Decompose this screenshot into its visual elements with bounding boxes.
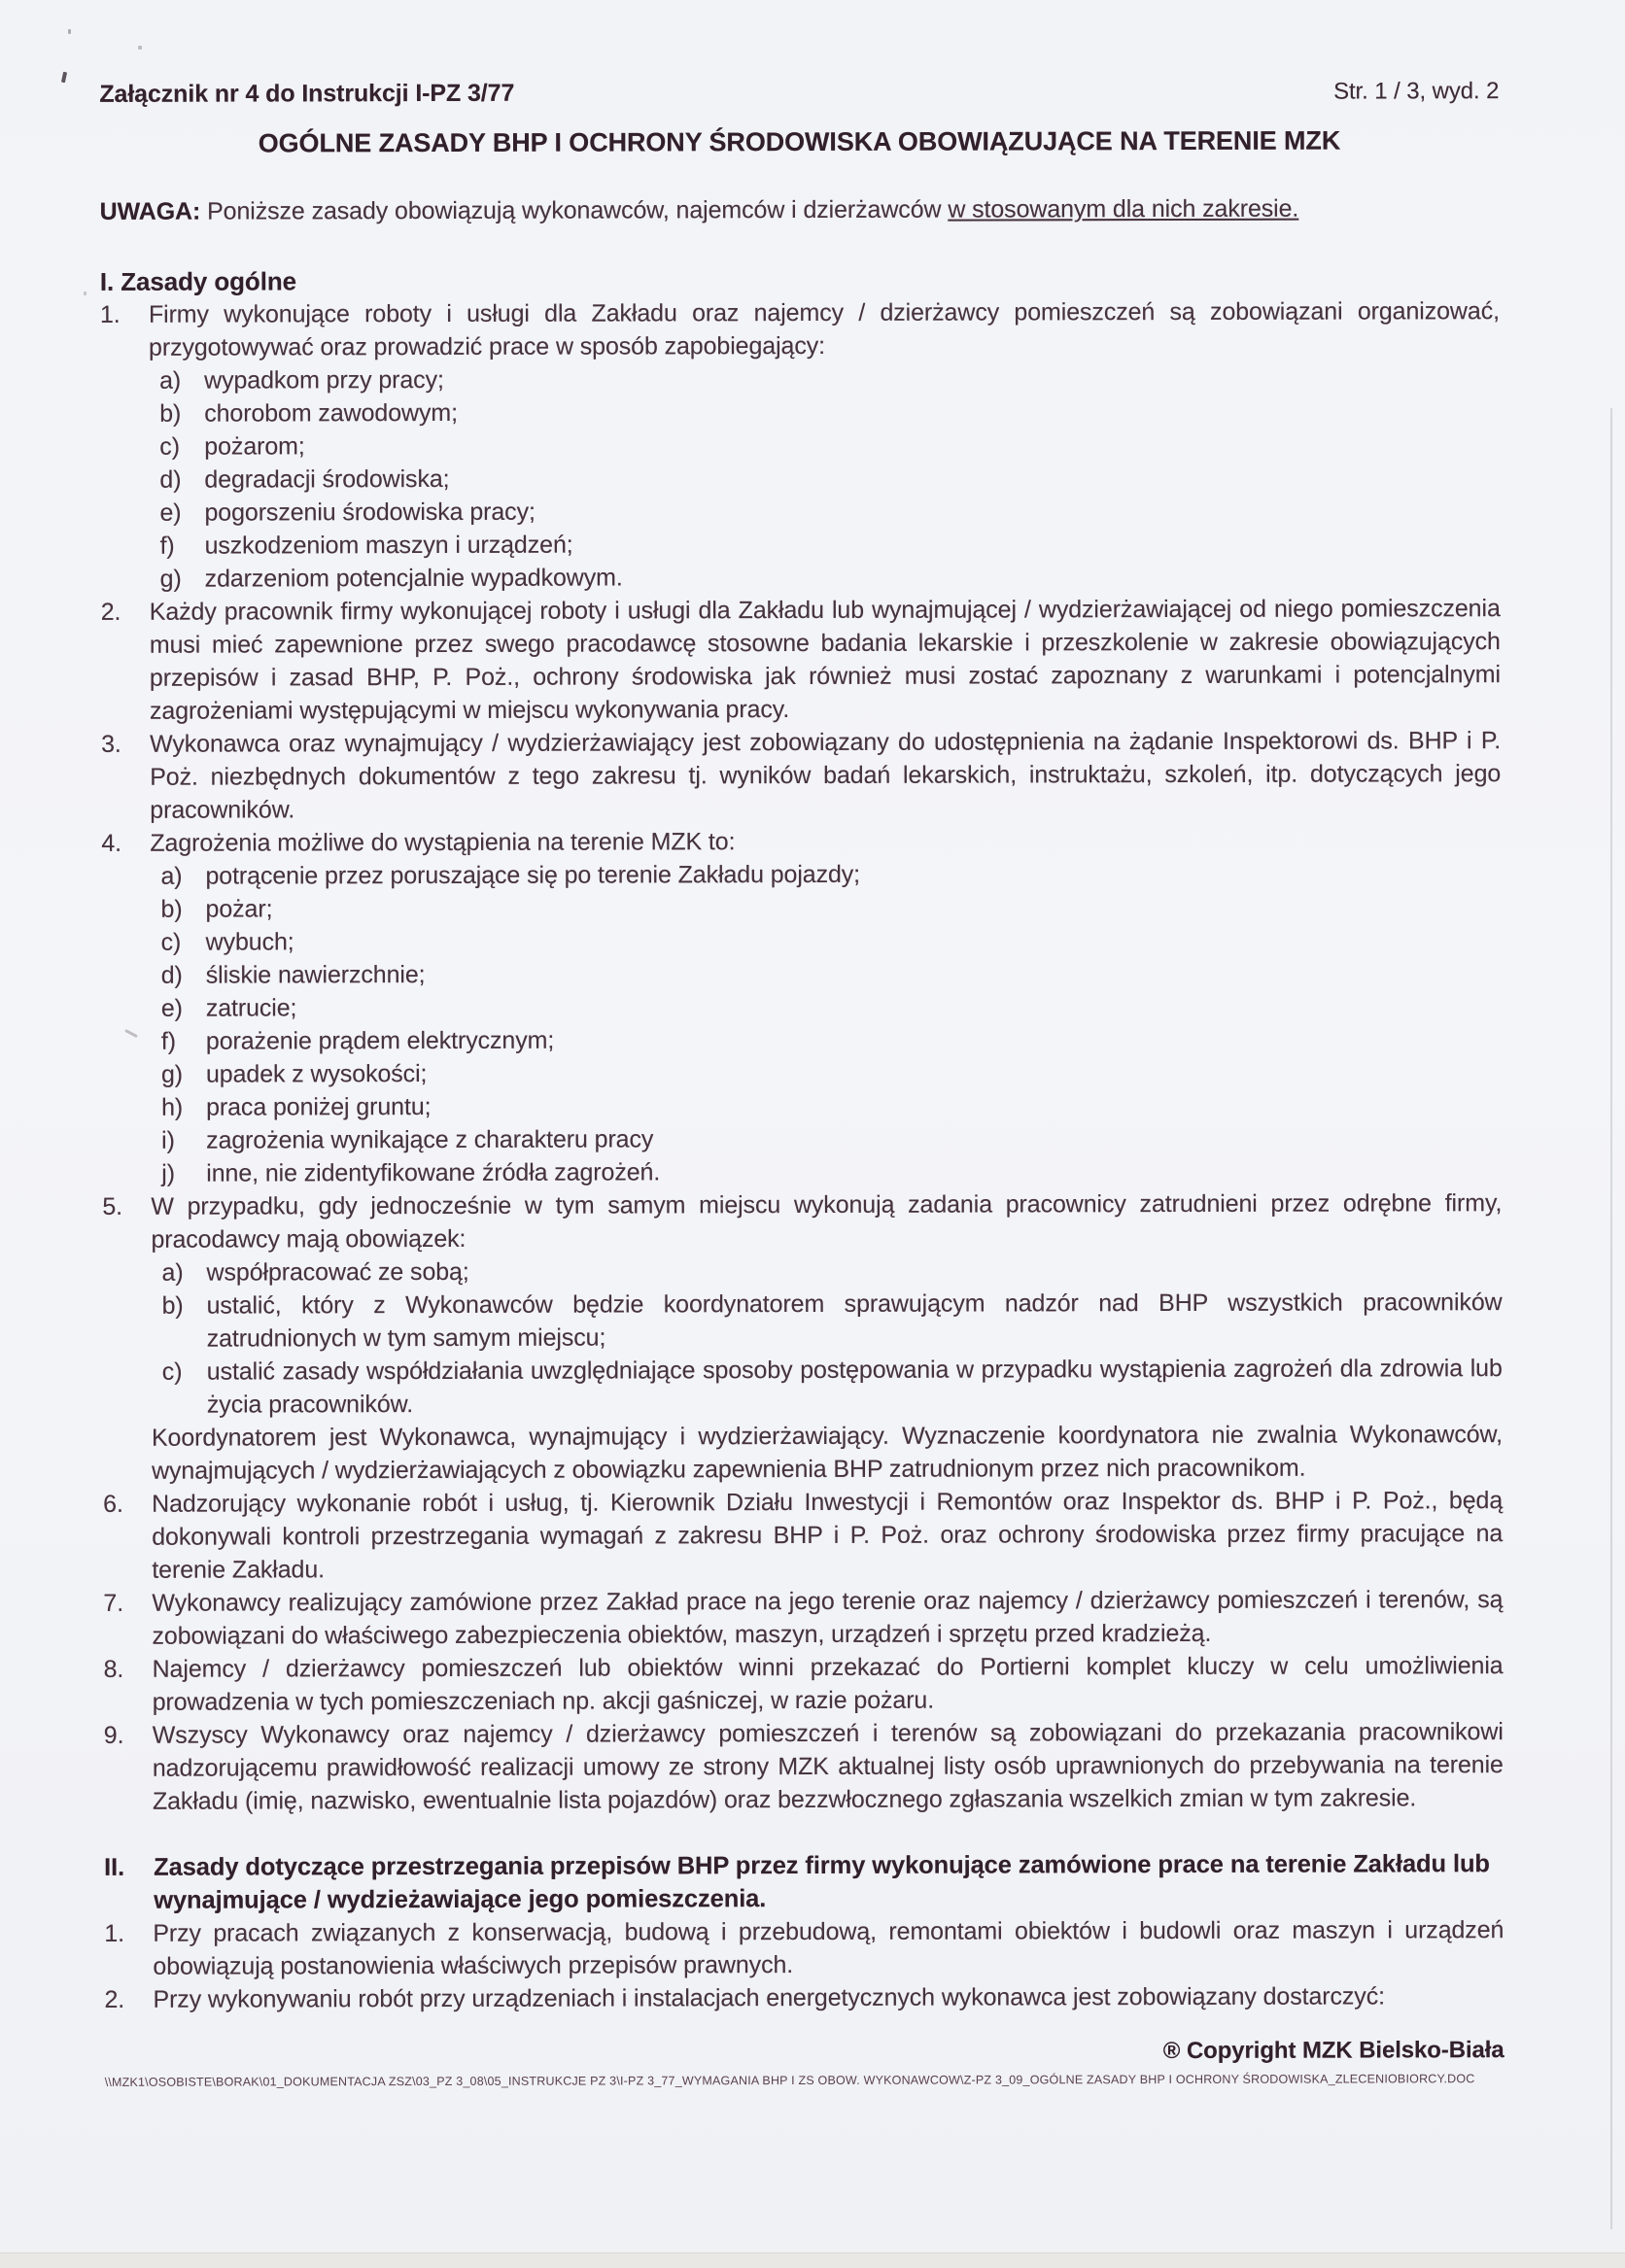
item-text: Każdy pracownik firmy wykonującej roboty i usługi dla Zakładu lub wynajmującej / wydzierżawiającej od niego pomieszczenia musi mieć zapewnione przez swego pracodawcę stosowne badania lekarskie i przeszkolenie w zakresie obowiązujących przepisów i zasad BHP, P. Poż., ochrony środowiska jak również musi zostać zapoznany z warunkami i potencjalnymi zagrożeniami występującymi w miejscu wykonywania pracy. [149,595,1501,725]
sub-text: zatrucie; [205,994,297,1022]
sub-item [101,526,1501,563]
sub-item [102,1153,1502,1190]
sub-text: śliskie nawierzchnie; [205,961,426,989]
item-text: Wykonawca oraz wynajmujący / wydzierżawiający jest zobowiązany do udostępnienia na żądanie Inspektorowi ds. BHP i P. Poż. niezbędnych dokumentów z tego zakresu tj. wyników badań lekarskich, instruktażu, szkoleń, itp. dotyczących jego pracowników. [150,727,1502,824]
sub-letter: g) [160,1060,184,1088]
sub-item [100,460,1500,497]
sub-item [101,559,1501,596]
sub-letter: b) [160,895,183,923]
sub-item [102,955,1502,992]
list-item [104,1913,1504,1983]
item-continuation-paragraph: Koordynatorem jest Wykonawca, wynajmujący i wydzierżawiający. Wyznaczenie koordynatora nie zwalnia Wykonawców, wynajmujących / wydzierżawiających z obowiązku zapewnienia BHP zatrudnionym przez nich pracownikom. [151,1421,1503,1485]
sub-letter: a) [159,366,182,395]
item-number: 1. [104,1919,124,1947]
sub-item [101,889,1501,926]
notice-label: UWAGA: [99,197,201,225]
item-number: 7. [103,1589,124,1617]
sub-item [103,1286,1503,1356]
sub-letter: c) [159,432,180,461]
sub-letter: j) [161,1159,175,1187]
sub-text: współpracować ze sobą; [206,1257,469,1287]
sub-letter: c) [161,1357,183,1386]
scan-speck [68,29,71,34]
scan-speck [84,292,86,295]
item-text: Nadzorujący wykonanie robót i usług, tj. Kierownik Działu Inwestycji i Remontów oraz Inspektor ds. BHP i P. Poż., będą dokonywali kontroli przestrzegania wymagań z zakresu BHP i P. Poż. oraz ochrony środowiska przez firmy pracujące na terenie Zakładu. [152,1487,1504,1584]
copyright-notice: ® Copyright MZK Bielsko-Biała [1162,2037,1504,2065]
sub-text: degradacji środowiska; [204,464,450,494]
sub-text: wybuch; [205,928,294,956]
sub-letter: a) [161,1258,184,1287]
item-number: 8. [103,1655,124,1683]
document-file-path: \\MZK1\OSOBISTE\BORAK\01_DOKUMENTACJA ZSZ\03_PZ 3_08\05_INSTRUKCJE PZ 3\I-PZ 3_77_WYMAGANIA BHP I ZS OBOW. WYKONAWCOW\Z-PZ 3_09_OGÓLNE ZASADY BHP I OCHRONY ŚRODOWISKA_ZLECENIOBIORCY.DOC [104,2072,1475,2089]
sub-text: pożarom; [204,432,305,461]
item-text: Firmy wykonujące roboty i usługi dla Zakładu oraz najemcy / dzierżawcy pomieszczeń są zobowiązani organizować, przygotowywać oraz prowadzić prace w sposób zapobiegający: [148,297,1500,361]
sub-letter: d) [160,961,183,989]
sub-text: ustalić, który z Wykonawców będzie koordynatorem sprawującym nadzór nad BHP wszystkich pracowników zatrudnionych w tym samym miejscu; [206,1289,1503,1353]
list-item [101,823,1501,860]
item-number: 6. [103,1490,123,1518]
sub-text: pogorszeniu środowiska pracy; [204,498,536,527]
section-2-heading [104,1847,1504,1917]
sub-item [100,361,1500,397]
item-number: 4. [101,829,122,857]
scan-speck [61,72,67,84]
sub-text: porażenie prądem elektrycznym; [205,1026,555,1055]
sub-letter: b) [161,1291,184,1320]
sub-item [101,856,1501,893]
sub-letter: f) [159,532,175,560]
sub-item [102,922,1502,959]
notice-text: Poniższe zasady obowiązują wykonawców, najemców i dzierżawców [207,195,942,225]
item-text: W przypadku, gdy jednocześnie w tym samym miejscu wykonują zadania pracownicy zatrudnieni przez odrębne firmy, pracodawcy mają obowiązek: [151,1189,1503,1254]
scan-speck [138,46,142,50]
sub-letter: a) [160,862,183,890]
list-item [100,294,1500,364]
sub-text: upadek z wysokości; [205,1060,428,1088]
item-text: Najemcy / dzierżawcy pomieszczeń lub obiektów winni przekazać do Portierni komplet kluczy w celu umożliwienia prowadzenia w tych pomieszczeniach np. akcji gaśniczej, w razie pożaru. [152,1652,1504,1716]
page-number: Str. 1 / 3, wyd. 2 [1333,78,1500,105]
item-number: 9. [103,1721,124,1749]
item-text: Przy pracach związanych z konserwacją, budową i przebudową, remontami obiektów i budowli oraz maszyn i urządzeń obowiązują postanowienia właściwych przepisów prawnych. [153,1916,1504,1980]
item-number: 3. [101,730,121,758]
section-1-heading: I. Zasady ogólne [99,266,296,296]
section-2-heading-text: Zasady dotyczące przestrzegania przepisów BHP przez firmy wykonujące zamówione prace na terenie Zakładu lub wynajmujące / wydzieżawiające jego pomieszczenia. [154,1850,1490,1914]
sub-letter: e) [160,994,183,1022]
scan-edge-line [1610,408,1612,2229]
item-text: Wykonawcy realizujący zamówione przez Zakład prace na jego terenie oraz najemcy / dzierżawcy pomieszczeń i terenów, są zobowiązani do właściwego zabezpieczenia obiektów, maszyn, urządzeń i sprzętu przed kradzieżą. [152,1586,1504,1650]
sub-item [100,427,1500,464]
sub-text: zdarzeniom potencjalnie wypadkowym. [204,564,623,593]
item-number: 1. [99,300,121,328]
sub-text: chorobom zawodowym; [204,398,458,428]
sub-item [100,493,1500,530]
sub-letter: i) [161,1126,175,1154]
sub-text: pożar; [205,895,273,923]
notice-paragraph [100,191,1500,228]
list-item [103,1583,1503,1653]
list-item [104,1649,1504,1719]
sub-text: zagrożenia wynikające z charakteru pracy [206,1125,654,1154]
page-content [99,74,1504,2090]
list-item [103,1484,1503,1587]
item-text: Wszyscy Wykonawcy oraz najemcy / dzierżawcy pomieszczeń i terenów są zobowiązani do przekazania pracownikowi nadzorującemu prawidłowość realizacji umowy ze strony MZK aktualnej listy osób uprawnionych do przebywania na terenie Zakładu (imię, nazwisko, ewentualnie lista pojazdów) oraz bezzwłocznego zgłaszania wszelkich zmian w tym zakresie. [152,1718,1504,1815]
sub-item [102,988,1502,1025]
notice-underlined-text: w stosowanym dla nich zakresie. [948,194,1299,223]
sub-letter: c) [160,928,182,956]
item-number: 5. [102,1192,123,1220]
sub-letter: g) [159,565,182,593]
item-number: 2. [104,1985,125,2013]
item-text: Zagrożenia możliwe do wystąpienia na terenie MZK to: [150,828,736,857]
list-item [101,592,1501,728]
list-item [101,724,1501,827]
sub-text: praca poniżej gruntu; [206,1092,432,1121]
sub-letter: h) [161,1093,184,1121]
sub-item [102,1253,1502,1289]
sub-text: wypadkom przy pracy; [204,365,444,395]
item-text: Przy wykonywaniu robót przy urządzeniach i instalacjach energetycznych wykonawca jest zobowiązany dostarczyć: [153,1982,1385,2013]
sub-text: ustalić zasady współdziałania uwzględniające sposoby postępowania w przypadku wystąpienia zagrożeń dla zdrowia lub życia pracowników. [206,1355,1503,1419]
sub-item [102,1087,1502,1124]
list-item [102,1186,1502,1256]
sub-letter: e) [159,498,182,527]
sub-text: inne, nie zidentyfikowane źródła zagrożeń. [206,1158,661,1187]
sub-letter: f) [160,1027,177,1055]
document-title: OGÓLNE ZASADY BHP I OCHRONY ŚRODOWISKA OBOWIĄZUJĄCE NA TERENIE MZK [258,125,1341,158]
item-number: 2. [100,598,121,626]
attachment-reference: Załącznik nr 4 do Instrukcji I-PZ 3/77 [99,79,515,108]
sub-text: potrącenie przez poruszające się po terenie Zakładu pojazdy; [205,860,861,890]
scan-bottom-edge [0,2252,1625,2268]
sub-item [102,1120,1502,1157]
sub-letter: d) [159,465,182,494]
sub-item [102,1021,1502,1058]
list-item [104,1979,1504,2016]
sub-item [102,1054,1502,1091]
section-2-number: II. [104,1853,125,1881]
sub-item [103,1352,1503,1422]
page-header [99,74,1499,112]
list-item [104,1715,1504,1818]
sub-text: uszkodzeniom maszyn i urządzeń; [204,531,573,560]
sub-letter: b) [159,399,182,428]
sub-item [100,394,1500,430]
